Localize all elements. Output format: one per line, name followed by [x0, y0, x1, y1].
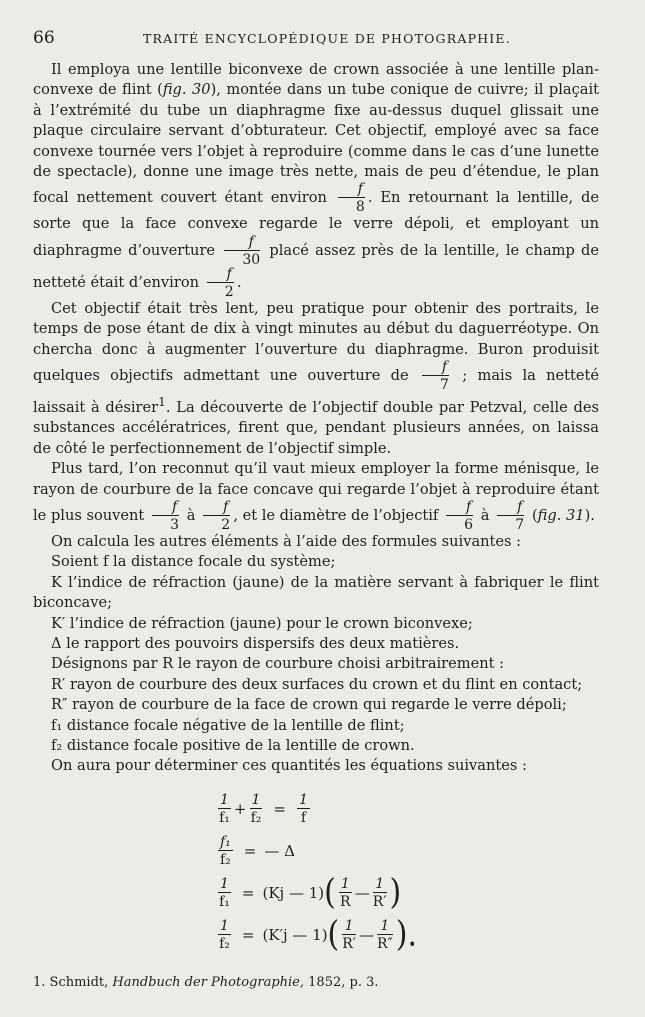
body-text — [33, 60, 599, 961]
figure-ref-31: fig. 31 — [537, 506, 585, 524]
line-formulas-intro: On calcula les autres éléments à l’aide des formules suivantes : — [51, 532, 522, 550]
equations-block — [215, 791, 599, 955]
frac-den: f₂ — [220, 851, 231, 868]
fraction-f-2 — [207, 267, 234, 299]
line-def-delta: Δ le rapport des pouvoirs dispersifs des deux matières. — [51, 634, 460, 652]
running-title: TRAITÉ ENCYCLOPÉDIQUE DE PHOTOGRAPHIE. — [143, 31, 511, 46]
minus-sign: — — [354, 883, 370, 902]
frac-den: R″ — [377, 935, 393, 952]
fraction-f-7 — [422, 360, 449, 392]
equals-sign: = — [241, 883, 255, 902]
frac-num: 1 — [299, 791, 308, 808]
p3-word-a: à — [186, 506, 196, 524]
eq3-coefficient: (Kj — 1) — [262, 883, 325, 902]
frac-den: 30 — [242, 251, 261, 268]
equals-sign: = — [273, 799, 286, 818]
line-def-f1: f₁ distance focale négative de la lentille de flint; — [51, 716, 405, 734]
frac-den: f₁ — [219, 809, 230, 826]
frac-num: f — [338, 182, 365, 198]
fraction-f-6 — [446, 500, 473, 532]
frac-den: f₂ — [250, 809, 262, 826]
frac-den: 3 — [170, 516, 179, 533]
line-def-r-second: R″ rayon de courbure de la face de crown qui regarde le verre dépoli; — [51, 696, 567, 714]
eq4-lhs — [218, 919, 231, 951]
equation-2 — [215, 835, 599, 867]
equation-4 — [215, 914, 599, 955]
p1-text-e: . — [236, 273, 242, 291]
eq3-term-a — [339, 877, 352, 909]
frac-den: 7 — [515, 516, 525, 533]
equation-3 — [215, 872, 599, 913]
frac-num: f — [203, 500, 230, 516]
frac-den: 8 — [355, 199, 365, 216]
footnote-citation: 1852, p. 3. — [308, 975, 379, 990]
right-paren: ) — [389, 872, 402, 913]
right-paren: ). — [395, 914, 418, 955]
frac-num: 1 — [220, 791, 229, 808]
footnote-number: 1. — [33, 975, 46, 990]
paragraph-3 — [33, 459, 599, 532]
frac-den: R — [340, 893, 351, 910]
figure-ref-30: fig. 30 — [162, 81, 211, 99]
line-def-f: Soient f la distance focale du système; — [51, 553, 336, 571]
p1-text-a: Il employa une lentille biconvexe de crown associée à une lentille plan-convexe de flint ( — [33, 61, 599, 99]
frac-num: 1 — [373, 877, 387, 893]
p1-text-b: ), montée dans un tube conique de cuivre; il plaçait à l’extrémité du tube un diaphragme fixe au-dessus duquel glissait une plaque circulaire servant d’obturateur. Cet objectif, employé avec sa face convexe tournée vers l’objet à reproduire (comme dans le cas d’une lunette de spectacle), donne une image très nette, mais de peu d’étendue, le plan focal nettement couvert étant environ — [33, 81, 599, 207]
footnote-title: Handbuch der Photographie, — [112, 975, 305, 990]
frac-num: f — [152, 500, 179, 516]
left-paren: ( — [324, 872, 336, 913]
frac-num: 1 — [377, 919, 393, 935]
footnote — [33, 975, 379, 990]
equals-sign: = — [243, 841, 257, 860]
p3-word-a2: à — [480, 506, 490, 524]
eq1-term-2 — [250, 793, 263, 825]
footnote-author: Schmidt, — [49, 975, 109, 990]
frac-num: 1 — [342, 919, 356, 935]
fraction-f-8 — [338, 182, 365, 214]
plus-sign: + — [233, 799, 247, 818]
frac-den: 7 — [440, 377, 449, 394]
eq1-term-3 — [297, 793, 310, 825]
frac-den: 2 — [224, 283, 234, 300]
eq2-ratio — [218, 835, 233, 867]
frac-den: f — [300, 809, 307, 826]
line-def-k-prime: K′ l’indice de réfraction (jaune) pour le crown biconvexe; — [51, 614, 473, 632]
equals-sign: = — [241, 925, 255, 944]
eq4-term-b — [377, 919, 393, 951]
line-def-k: K l’indice de réfraction (jaune) de la matière servant à fabriquer le flint biconcave; — [33, 573, 599, 612]
left-paren: ( — [327, 914, 340, 955]
frac-num: 1 — [220, 917, 229, 934]
frac-num: f — [446, 500, 473, 516]
frac-den: f₂ — [219, 935, 230, 952]
frac-num: f — [422, 360, 449, 376]
line-def-f2: f₂ distance focale positive de la lentille de crown. — [51, 737, 415, 755]
p1-text-c: . En retournant la lentille, de sorte que la face convexe regarde le verre dépoli, et employant un diaphragme d’ouverture — [33, 189, 599, 259]
minus-sign: — — [359, 925, 374, 944]
frac-num: f₁ — [220, 833, 231, 850]
p3-paren-open: ( — [531, 506, 538, 524]
frac-num: 1 — [220, 875, 229, 892]
paragraph-1 — [33, 60, 599, 299]
fraction-f-2b — [203, 500, 230, 532]
frac-den: f₁ — [219, 893, 230, 910]
frac-den: 2 — [221, 516, 231, 533]
p2-text-b: ; mais la netteté laissait à désirer — [33, 367, 599, 416]
frac-num: 1 — [251, 791, 261, 808]
frac-num: f — [224, 235, 260, 251]
page-number: 66 — [33, 28, 55, 48]
frac-den: 6 — [464, 516, 473, 533]
eq2-rhs: — Δ — [264, 841, 295, 860]
eq3-lhs — [218, 877, 231, 909]
line-equations-intro: On aura pour déterminer ces quantités les équations suivantes : — [51, 757, 527, 775]
p3-paren-close: ). — [584, 506, 595, 524]
frac-num: f — [207, 267, 234, 283]
eq4-coefficient: (K′j — 1) — [262, 925, 328, 944]
p3-text-b: , et le diamètre de l’objectif — [233, 506, 439, 524]
equation-1 — [215, 793, 599, 825]
line-def-r: Désignons par R le rayon de courbure choisi arbitrairement : — [51, 655, 505, 673]
fraction-f-7b — [497, 500, 524, 532]
fraction-f-30 — [224, 235, 260, 267]
fraction-f-3 — [152, 500, 179, 532]
paragraph-2 — [33, 299, 599, 459]
page-header — [33, 28, 603, 50]
eq3-term-b — [373, 877, 387, 909]
p3-text-a: Plus tard, l’on reconnut qu’il vaut mieux employer la forme ménisque, le rayon de courbure de la face concave qui regarde l’objet à reproduire étant le plus souvent — [33, 460, 599, 524]
frac-den: R′ — [372, 893, 387, 910]
footnote-ref: 1 — [158, 395, 166, 410]
eq4-term-a — [342, 919, 356, 951]
frac-num: f — [497, 500, 524, 516]
frac-num: 1 — [340, 875, 350, 892]
eq1-term-1 — [218, 793, 231, 825]
p1-text-d: placé assez près de la lentille, le champ de netteté était d’environ — [33, 241, 600, 291]
p2-text-c: . La découverte de l’objectif double par Petzval, celle des substances accélératrices, firent que, pendant plusieurs années, on laissa de côté le perfectionnement de l’objectif simple. — [33, 398, 599, 457]
frac-den: R′ — [342, 935, 356, 952]
line-def-r-prime: R′ rayon de courbure des deux surfaces du crown et du flint en contact; — [51, 675, 583, 693]
p2-text-a: Cet objectif était très lent, peu pratique pour obtenir des portraits, le temps de pose étant de dix à vingt minutes au début du daguerréotype. On chercha donc à augmenter l’ouverture du diaphragme. Buron produisit quelques objectifs admettant une ouverture de — [33, 299, 599, 385]
